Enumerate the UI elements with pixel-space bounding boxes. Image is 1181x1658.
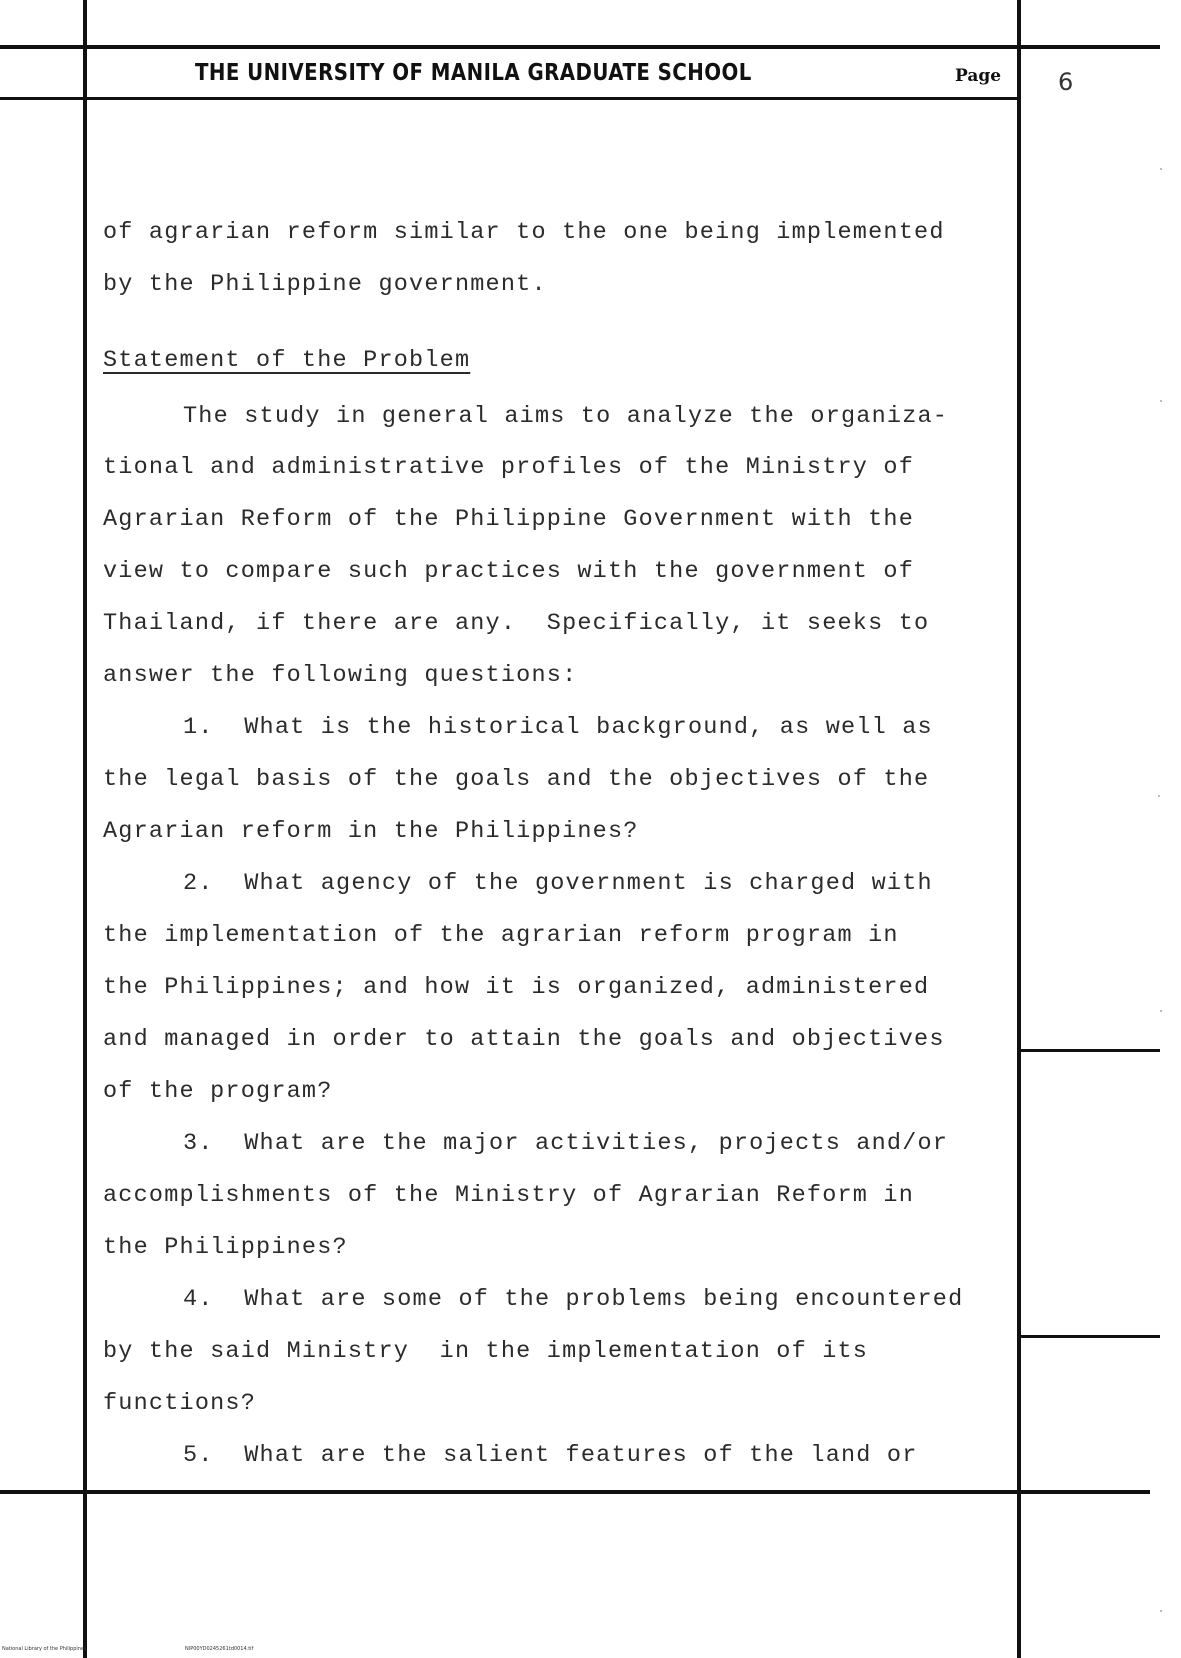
scan-speck xyxy=(1160,168,1162,170)
scan-speck xyxy=(1158,795,1160,797)
header-title: THE UNIVERSITY OF MANILA GRADUATE SCHOOL xyxy=(195,60,752,86)
left-margin-rule xyxy=(83,0,87,1658)
question-5: 5. What are the salient features of the land or xyxy=(183,1442,918,1469)
body-line: the implementation of the agrarian reform program in xyxy=(103,922,899,949)
question-4: 4. What are some of the problems being encountered xyxy=(183,1286,964,1313)
body-line: of the program? xyxy=(103,1078,333,1105)
right-tick-rule-1 xyxy=(1017,1049,1160,1052)
scan-speck xyxy=(1160,400,1162,402)
footer-code: NIP00YD0245261td0014.tif xyxy=(185,1646,254,1652)
footer-source: National Library of the Philippines xyxy=(2,1646,87,1652)
bottom-rule xyxy=(0,1490,1150,1494)
page-label: Page xyxy=(955,66,1002,86)
body-line: answer the following questions: xyxy=(103,662,578,689)
body-line: The study in general aims to analyze the organiza- xyxy=(183,403,949,430)
right-margin-rule xyxy=(1017,0,1021,1658)
section-heading: Statement of the Problem xyxy=(103,347,471,374)
body-line: functions? xyxy=(103,1390,257,1417)
header-top-rule xyxy=(0,45,1160,49)
scan-speck xyxy=(1160,1010,1162,1012)
body-line: by the said Ministry in the implementation of its xyxy=(103,1338,869,1365)
right-tick-rule-2 xyxy=(1017,1335,1160,1338)
body-line: of agrarian reform similar to the one being implemented xyxy=(103,219,945,246)
body-line: the Philippines; and how it is organized, administered xyxy=(103,974,930,1001)
body-line: view to compare such practices with the government of xyxy=(103,558,915,585)
question-2: 2. What agency of the government is charged with xyxy=(183,870,933,897)
scan-speck xyxy=(1160,1610,1162,1612)
body-line: Agrarian reform in the Philippines? xyxy=(103,818,639,845)
body-line: tional and administrative profiles of the Ministry of xyxy=(103,454,915,481)
body-line: Agrarian Reform of the Philippine Government with the xyxy=(103,506,915,533)
body-line: accomplishments of the Ministry of Agrarian Reform in xyxy=(103,1182,915,1209)
body-line: Thailand, if there are any. Specifically, it seeks to xyxy=(103,610,930,637)
body-line: the legal basis of the goals and the objectives of the xyxy=(103,766,930,793)
question-1: 1. What is the historical background, as well as xyxy=(183,714,933,741)
body-line: by the Philippine government. xyxy=(103,271,547,298)
body-line: and managed in order to attain the goals and objectives xyxy=(103,1026,945,1053)
page-number: 6 xyxy=(1058,68,1074,96)
header-bottom-rule xyxy=(0,97,1021,100)
question-3: 3. What are the major activities, projects and/or xyxy=(183,1130,949,1157)
body-line: the Philippines? xyxy=(103,1234,348,1261)
